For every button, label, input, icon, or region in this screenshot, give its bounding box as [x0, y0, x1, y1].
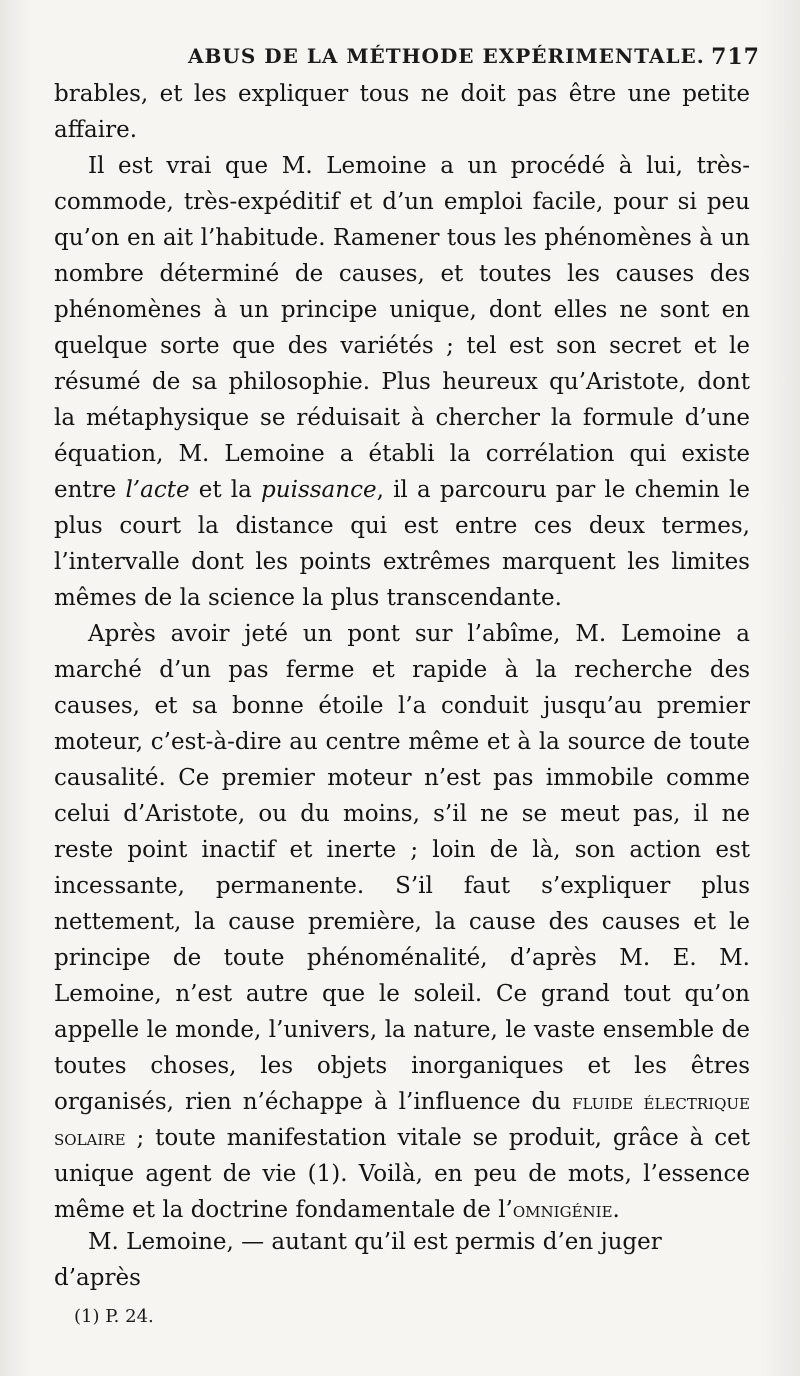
paragraph-2-italic-puissance: puissance — [261, 477, 377, 503]
paragraph-3-text-c: . — [612, 1197, 620, 1223]
paragraph-3-text-b: ; toute manifestation vitale se produit, grâce à cet unique agent de vie (1). Voilà, en peu de mots, l’essence même et la doctrine fondamentale de l’ — [54, 1125, 750, 1223]
paragraph-2-text-a: Il est vrai que M. Lemoine a un procédé à lui, très-commode, très-expéditif et d’un emploi facile, pour si peu qu’on en ait l’habitude. Ramener tous les phénomènes à un nombre déterminé de causes, et toutes les causes des phénomènes à un principe unique, dont elles ne sont en quelque sorte que des variétés ; tel est son secret et le résumé de sa philosophie. Plus heureux qu’Aristote, dont la métaphysique se réduisait à chercher la formule d’une équation, M. Lemoine a établi la corrélation qui existe entre — [54, 153, 750, 503]
paragraph-3 — [54, 616, 750, 1228]
paragraph-3-text-a: Après avoir jeté un pont sur l’abîme, M. Lemoine a marché d’un pas ferme et rapide à la recherche des causes, et sa bonne étoile l’a conduit jusqu’au premier moteur, c’est-à-dire au centre même et à la source de toute causalité. Ce premier moteur n’est pas immobile comme celui d’Aristote, ou du moins, s’il ne se meut pas, il ne reste point inactif et inerte ; loin de là, son action est incessante, permanente. S’il faut s’expliquer plus nettement, la cause première, la cause des causes et le principe de toute phénoménalité, d’après M. E. M. Lemoine, n’est autre que le soleil. Ce grand tout qu’on appelle le monde, l’univers, la nature, le vaste ensemble de toutes choses, les objets inorganiques et les êtres organisés, rien n’échappe à l’influence du — [54, 621, 750, 1115]
footnote — [74, 1306, 154, 1327]
paragraph-3-smallcaps-fluide: fluide électrique solaire — [54, 1090, 750, 1150]
paragraph-4 — [54, 1224, 750, 1296]
paragraph-4-text: M. Lemoine, — autant qu’il est permis d’en juger d’après — [54, 1229, 662, 1291]
running-title: ABUS DE LA MÉTHODE EXPÉRIMENTALE. — [188, 44, 705, 68]
paragraph-2-text-c: , il a parcouru par le chemin le plus court la distance qui est entre ces deux termes, l’intervalle dont les points extrêmes marquent les limites mêmes de la science la plus transcendante. — [54, 477, 750, 611]
paragraph-2-italic-acte: l’acte — [125, 477, 190, 503]
paragraph-3-smallcaps-omnigenie: omnigénie — [512, 1198, 613, 1222]
paragraph-1-text: brables, et les expliquer tous ne doit pas être une petite affaire. — [54, 81, 750, 143]
paragraph-2 — [54, 148, 750, 616]
paragraph-2-text-b: et la — [189, 477, 262, 503]
body-text — [54, 76, 750, 1228]
footnote-text: (1) P. 24. — [74, 1306, 154, 1327]
paragraph-1 — [54, 76, 750, 148]
page-number: 717 — [711, 44, 760, 70]
